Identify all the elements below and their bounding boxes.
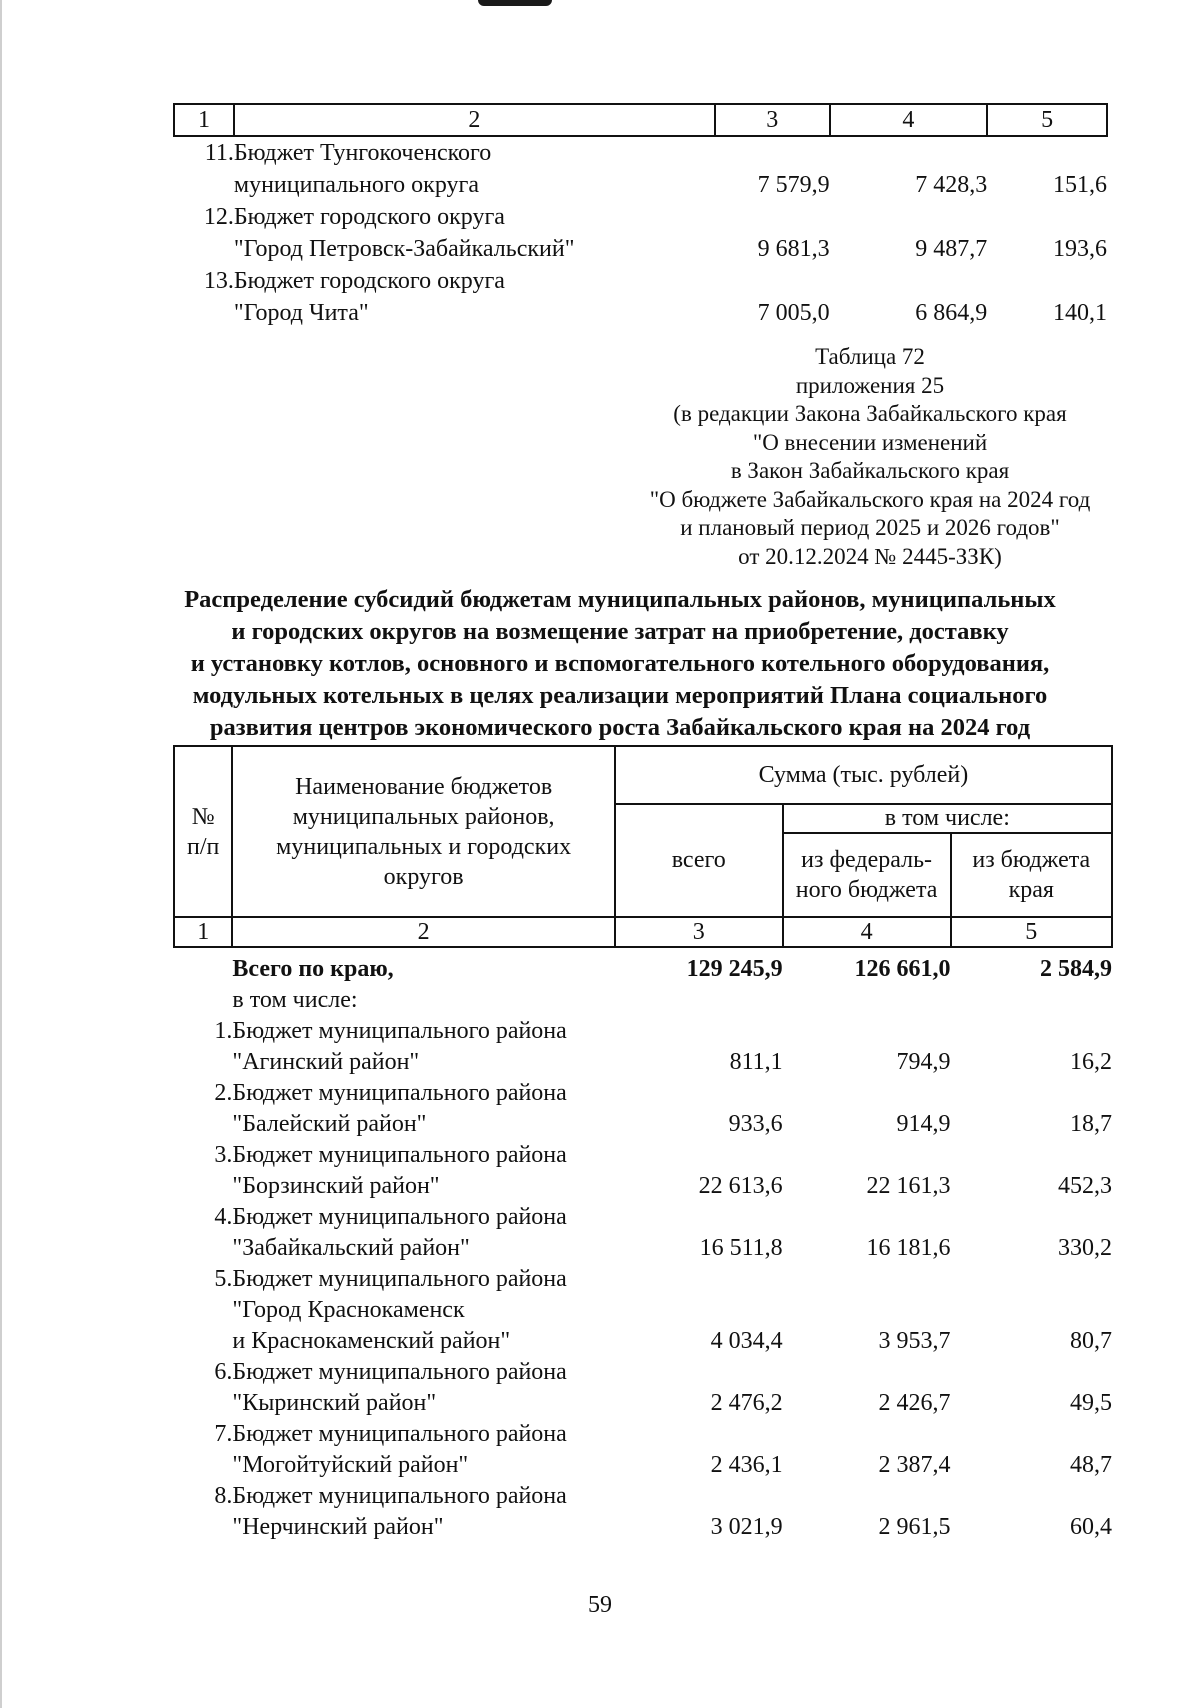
amount-total: 811,1 xyxy=(729,1049,783,1075)
amount-federal: 6 864,9 xyxy=(915,300,988,326)
header-num: № п/п xyxy=(174,746,232,917)
budget-name-line: Бюджет муниципального района xyxy=(232,1483,567,1509)
amount-total: 16 511,8 xyxy=(699,1235,783,1261)
title-line: и установку котлов, основного и вспомогательного котельного оборудования, xyxy=(190,650,1050,677)
budget-name-line: "Борзинский район" xyxy=(232,1173,440,1199)
table-annotation xyxy=(620,343,1120,571)
row-number: 11. xyxy=(204,140,234,166)
column-numbers-row xyxy=(174,917,1112,947)
budget-name-line: и Краснокаменский район" xyxy=(232,1328,511,1354)
amount-regional: 330,2 xyxy=(1058,1235,1112,1261)
table-row xyxy=(174,1016,1112,1078)
table-row xyxy=(174,1140,1112,1202)
budget-name xyxy=(234,201,715,265)
table-row xyxy=(174,265,1107,329)
annotation-line: (в редакции Закона Забайкальского края xyxy=(673,401,1067,426)
row-number: 2. xyxy=(214,1080,233,1106)
amount-total: 3 021,9 xyxy=(710,1514,783,1540)
amount-regional: 452,3 xyxy=(1058,1173,1112,1199)
amount-total: 9 681,3 xyxy=(757,236,830,262)
column-number: 2 xyxy=(232,917,614,947)
budget-name-line: Бюджет городского округа xyxy=(233,268,505,294)
annotation-line: "О бюджете Забайкальского края на 2024 год xyxy=(649,486,1091,512)
header-name: Наименование бюджетов муниципальных районов, муниципальных и городских округов xyxy=(232,746,614,917)
budget-name-line: Бюджет муниципального района xyxy=(232,1080,567,1106)
table-row xyxy=(174,201,1107,265)
table-row xyxy=(174,1078,1112,1140)
amount-total: 2 476,2 xyxy=(710,1390,783,1416)
amount-federal: 22 161,3 xyxy=(866,1173,951,1199)
total-label: Всего по краю, xyxy=(232,956,394,982)
row-number: 13. xyxy=(203,268,234,294)
amount-total: 4 034,4 xyxy=(710,1328,783,1354)
amount-federal: 2 387,4 xyxy=(878,1452,951,1478)
header-regional: из бюджета края xyxy=(951,833,1113,917)
amount-regional: 16,2 xyxy=(1070,1049,1112,1075)
amount-federal: 794,9 xyxy=(896,1049,951,1075)
scan-mark xyxy=(478,0,552,6)
table-row xyxy=(174,1357,1112,1419)
amount-federal: 7 428,3 xyxy=(915,172,988,198)
total-row xyxy=(174,947,1112,985)
column-number: 4 xyxy=(783,917,951,947)
total-sum: 129 245,9 xyxy=(686,956,783,982)
row-number: 1. xyxy=(214,1018,233,1044)
column-number: 3 xyxy=(615,917,783,947)
header-total: всего xyxy=(615,804,783,917)
column-number: 5 xyxy=(987,104,1107,136)
amount-total: 22 613,6 xyxy=(698,1173,783,1199)
amount-federal: 2 961,5 xyxy=(878,1514,951,1540)
budget-name-line: Бюджет муниципального района xyxy=(232,1142,567,1168)
amount-regional: 140,1 xyxy=(1053,300,1107,326)
budget-name-line: "Балейский район" xyxy=(232,1111,427,1137)
budget-name-line: "Город Краснокаменск xyxy=(232,1297,465,1323)
amount-total: 933,6 xyxy=(728,1111,783,1137)
row-number: 6. xyxy=(214,1359,233,1385)
amount-federal: 16 181,6 xyxy=(866,1235,951,1261)
budget-name xyxy=(234,136,715,201)
budget-name-line: "Кыринский район" xyxy=(232,1390,437,1416)
column-number: 5 xyxy=(951,917,1113,947)
row-number: 7. xyxy=(214,1421,233,1447)
budget-name-line: Бюджет муниципального района xyxy=(232,1359,567,1385)
column-number: 1 xyxy=(174,917,232,947)
column-number: 2 xyxy=(234,104,715,136)
annotation-line: в Закон Забайкальского края xyxy=(730,458,1010,483)
amount-federal: 9 487,7 xyxy=(915,236,988,262)
annotation-line: приложения 25 xyxy=(795,372,945,398)
table-row xyxy=(174,1264,1112,1357)
total-federal: 126 661,0 xyxy=(854,956,951,982)
table-row xyxy=(174,1419,1112,1481)
header-including: в том числе: xyxy=(783,804,1112,833)
column-number: 1 xyxy=(174,104,234,136)
budget-name-line: Бюджет городского округа xyxy=(233,204,505,230)
budget-name xyxy=(232,1202,614,1264)
budget-name-line: "Город Петровск-Забайкальский" xyxy=(233,236,575,262)
budget-name xyxy=(232,1016,614,1078)
including-row xyxy=(174,985,1112,1016)
budget-name-line: Бюджет муниципального района xyxy=(232,1421,567,1447)
budget-name-line: Бюджет муниципального района xyxy=(232,1204,567,1230)
page-number: 59 xyxy=(588,1592,612,1618)
column-number: 3 xyxy=(715,104,830,136)
budget-name-line: "Могойтуйский район" xyxy=(232,1452,469,1478)
column-number: 4 xyxy=(830,104,988,136)
amount-total: 7 005,0 xyxy=(757,300,830,326)
annotation-line: Таблица 72 xyxy=(815,344,925,369)
row-number: 4. xyxy=(214,1204,233,1230)
budget-name-line: "Агинский район" xyxy=(232,1049,420,1075)
header-federal: из федераль-ного бюджета xyxy=(783,833,951,917)
document-title xyxy=(120,584,1120,744)
table-row xyxy=(174,1481,1112,1543)
budget-name-line: Бюджет муниципального района xyxy=(232,1266,567,1292)
budget-name xyxy=(232,1357,614,1419)
title-line: модульных котельных в целях реализации мероприятий Плана социального xyxy=(192,682,1048,709)
table-row xyxy=(174,136,1107,201)
budget-name xyxy=(232,1419,614,1481)
scan-edge xyxy=(0,0,2,1708)
row-number: 12. xyxy=(203,204,234,230)
amount-federal: 3 953,7 xyxy=(878,1328,951,1354)
budget-name-line: "Город Чита" xyxy=(233,300,369,326)
row-number: 3. xyxy=(214,1142,233,1168)
amount-regional: 80,7 xyxy=(1070,1328,1112,1354)
amount-regional: 193,6 xyxy=(1053,236,1107,262)
header-sum: Сумма (тыс. рублей) xyxy=(615,746,1112,804)
amount-regional: 48,7 xyxy=(1070,1452,1112,1478)
budget-name xyxy=(234,265,715,329)
title-line: развития центров экономического роста Забайкальского края на 2024 год xyxy=(209,714,1031,741)
budget-name-line: "Забайкальский район" xyxy=(232,1235,470,1261)
annotation-line: и плановый период 2025 и 2026 годов" xyxy=(680,515,1060,540)
row-number: 5. xyxy=(214,1266,233,1292)
amount-federal: 2 426,7 xyxy=(878,1390,951,1416)
table-row xyxy=(174,1202,1112,1264)
amount-regional: 18,7 xyxy=(1070,1111,1112,1137)
row-number: 8. xyxy=(214,1483,233,1509)
amount-regional: 49,5 xyxy=(1070,1390,1112,1416)
budget-name xyxy=(232,1140,614,1202)
title-line: Распределение субсидий бюджетам муниципальных районов, муниципальных xyxy=(184,586,1056,613)
header-row-1 xyxy=(174,746,1112,804)
annotation-line: "О внесении изменений xyxy=(752,429,988,455)
including-label: в том числе: xyxy=(232,987,358,1013)
subsidy-table xyxy=(173,745,1113,1543)
budget-name-line: Бюджет муниципального района xyxy=(232,1018,567,1044)
amount-total: 2 436,1 xyxy=(710,1452,783,1478)
continuation-header-row xyxy=(174,104,1107,136)
amount-total: 7 579,9 xyxy=(757,172,830,198)
amount-regional: 151,6 xyxy=(1053,172,1107,198)
title-line: и городских округов на возмещение затрат на приобретение, доставку xyxy=(231,618,1009,645)
amount-federal: 914,9 xyxy=(896,1111,951,1137)
budget-name-line: "Нерчинский район" xyxy=(232,1514,444,1540)
budget-name-line: Бюджет Тунгокоченского xyxy=(233,140,492,166)
budget-name-line: муниципального округа xyxy=(233,172,480,198)
total-regional: 2 584,9 xyxy=(1040,956,1112,982)
amount-regional: 60,4 xyxy=(1070,1514,1112,1540)
budget-name xyxy=(232,1078,614,1140)
budget-name xyxy=(232,1481,614,1543)
annotation-line: от 20.12.2024 № 2445-ЗЗК) xyxy=(738,543,1002,569)
budget-name xyxy=(232,1264,614,1357)
continuation-table xyxy=(173,103,1108,329)
